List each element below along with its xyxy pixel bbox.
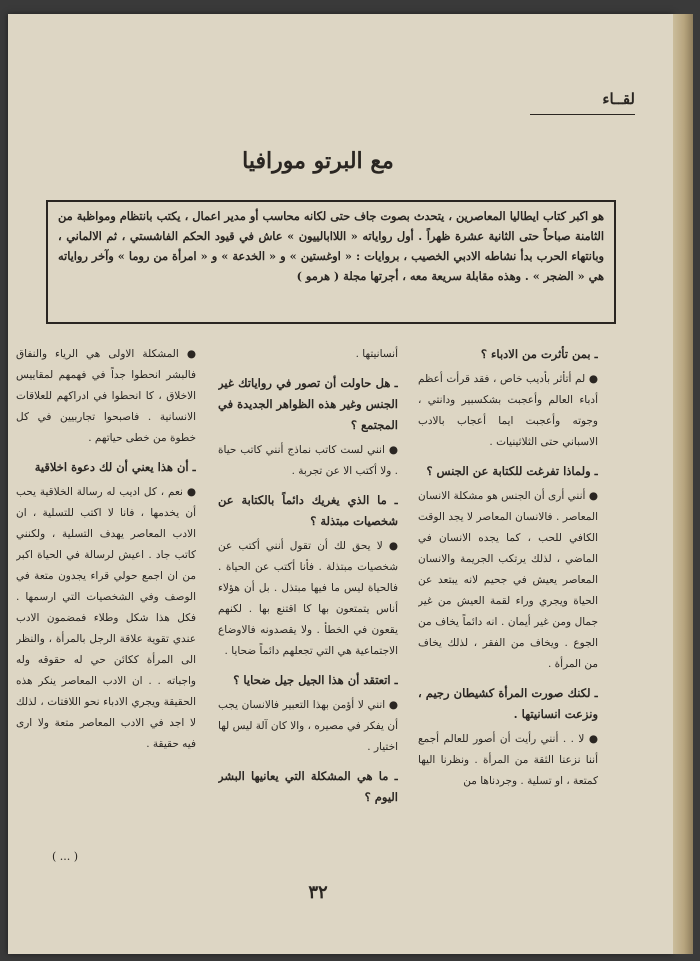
article-headline: مع البرتو مورافيا <box>242 148 394 174</box>
answer: ● لا . . أنني رأيت أن أصور للعالم أجمع أننا نزعنا الثقة من المرأة . ونظرنا اليها كمتعة ، او تسلية . وجردناها من <box>418 733 598 787</box>
question: ـ بمن تأثرت من الادباء ؟ <box>480 347 598 361</box>
end-mark: ( ... ) <box>51 850 79 863</box>
page-number: ٣٢ <box>308 882 328 903</box>
question: ـ اتعتقد أن هذا الجيل جيل ضحايا ؟ <box>233 673 398 687</box>
answer: ● انني لا أؤمن بهذا التعبير فالانسان يجب أن يفكر في مصيره ، والا كان آلة ليس لها اختيار . <box>218 699 398 753</box>
text-column-right <box>418 344 598 844</box>
answer: ● أنني أرى أن الجنس هو مشكلة الانسان المعاصر . فالانسان المعاصر لا يجد الوقت الكافي للحب ، كما يجده الانسان في الماضي ، لذلك يرتكب الجريمة والانسان المعاصر يعيش في جحيم لانه يبتعد عن الحياة ويجري وراء لقمة العيش من غير جمال ومن غير أيمان . انه دائماً يخاف من الجوع . ويخاف من الفقر ، لذلك يخاف من المرأة . <box>418 490 598 670</box>
intro-box: هو اكبر كتاب ايطاليا المعاصرين ، يتحدث بصوت جاف حتى لكانه محاسب أو مدير اعمال ، يكتب بانتظام ومواظبة من الثامنة صباحاً حتى الثانية عشرة ظهراً . أول رواياته « اللاابالييون » عاش في قيود الحكم الفاشستي ، ثم الالماني ، وبانتهاء الحرب بدأ نشاطه الادبي الخصيب ، بروايات : « اوغستين » و « الخدعة » و « امرأة من روما » وآخر رواياته هي « الضجر » . وهذه مقابلة سريعة معه ، أجرتها مجلة ( هرمو ) <box>46 200 616 324</box>
question: ـ هل حاولت أن تصور في رواياتك غير الجنس وغير هذه الظواهر الجديدة في المجتمع ؟ <box>218 376 398 432</box>
magazine-page <box>8 14 673 954</box>
question: ـ أن هذا يعني أن لك دعوة اخلاقية <box>34 460 196 474</box>
question: ـ ما الذي يغريك دائماً بالكتابة عن شخصيات مبتذلة ؟ <box>218 493 398 528</box>
section-label: لقــاء <box>530 90 635 115</box>
question: ـ لكنك صورت المرأة كشيطان رجيم ، ونزعت انسانيتها . <box>418 686 598 721</box>
answer: ● نعم ، كل اديب له رسالة الخلاقية يحب أن يخدمها ، فانا لا اكتب للتسلية ، ان الادب المعاصر يهدف التسلية ، ولكنني كاتب جاد . اعيش لرسالة في الحياة اكبر من ان اجمع حولي قراء يجدون متعة في الوصف وفي الشخصيات التي ارسمها . فكل هذا شكل وطلاء فمضمون الادب عندي تقوية علاقة الرجل بالمرأة ، والنظر الى المرأة ككائن حي له حقوقه وله واجباته . . ان الادب المعاصر ينكر هذه الحقيقة ويجري الادباء نحو اللافتات ، لذلك لا اجد في الادب المعاصر متعة ولا ارى فيه حقيقة . <box>16 486 196 750</box>
answer: ● لم أتأثر بأديب خاص ، فقد قرأت أعظم أدباء العالم وأعجبت بشكسبير ودانتي ، وجوته وأعجبت ايما أعجاب بالادب الاسباني حتى الثلاثينيات . <box>418 373 598 448</box>
page-edge <box>673 14 693 954</box>
answer: ● المشكلة الاولى هي الرياء والنفاق فالبشر انحطوا جداً في فهمهم لمقاييس الاخلاق ، كا انحطوا في ادراكهم للعلاقات الانسانية . فاصبحوا تجاربيين في كل خطوة من خطى حياتهم . <box>16 348 196 444</box>
question: ـ ما هي المشكلة التي يعانيها البشر اليوم ؟ <box>218 769 398 804</box>
answer: ● انني لست كاتب نماذج أنني كاتب حياة . ولا أكتب الا عن تجربة . <box>218 444 398 477</box>
question: ـ ولماذا تفرغت للكتابة عن الجنس ؟ <box>426 464 598 478</box>
answer: ● لا يحق لك أن تقول أنني أكتب عن شخصيات مبتذلة . فأنا أكتب عن الحياة . فالحياة ليس ما فيها مبتذل . بل أن هؤلاء أناس يتمتعون بها كا اقتنع بها . لكنهم يقعون في الخطأ . ولا يقصدونه فالاوضاع الاجتماعية هي التي تجعلهم دائماً ضحايا . <box>218 540 398 657</box>
text-column-left <box>16 344 196 844</box>
continuation: أنسانيتها . <box>355 348 398 360</box>
text-column-middle <box>218 344 398 844</box>
